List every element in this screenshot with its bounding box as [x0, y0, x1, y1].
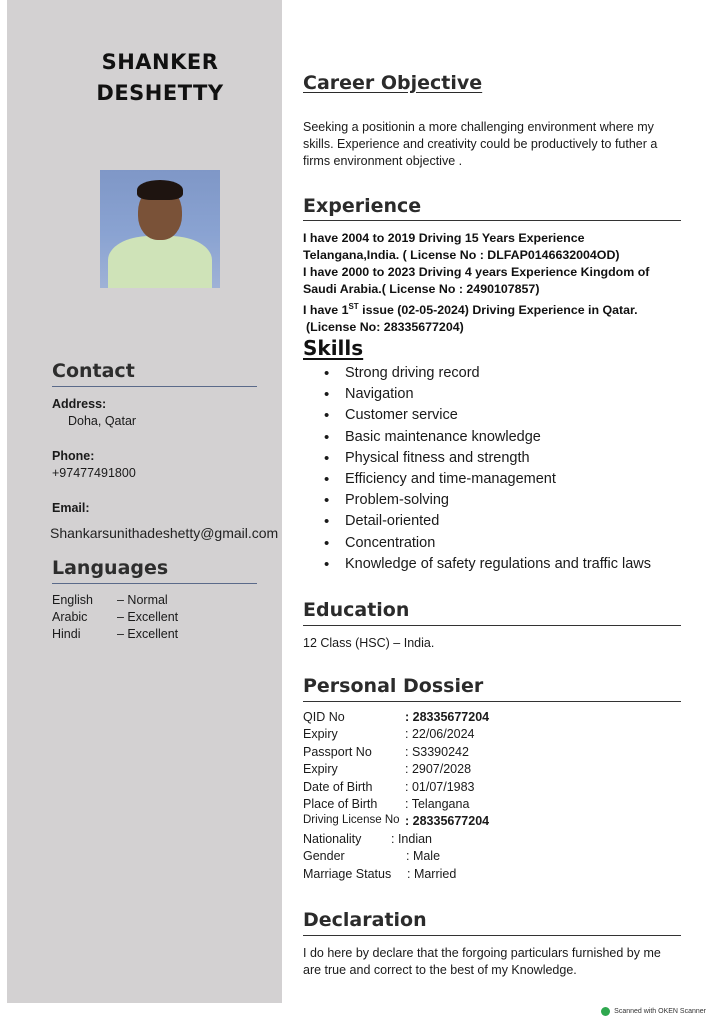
dossier-value: : Telangana — [405, 796, 470, 811]
dossier-key: Nationality — [303, 831, 362, 846]
dossier-key: Date of Birth — [303, 779, 373, 794]
dossier-key: Place of Birth — [303, 796, 378, 811]
experience-line: I have 2000 to 2023 Driving 4 years Experience Kingdom of — [303, 265, 650, 279]
personal-dossier-heading: Personal Dossier — [303, 675, 484, 697]
language-name: Hindi — [52, 627, 81, 641]
experience-text — [303, 230, 703, 336]
scanner-text: Scanned with OKEN Scanner — [614, 1008, 706, 1015]
skill-item: • Efficiency and time-management — [322, 469, 651, 490]
language-level: – Excellent — [117, 610, 179, 624]
declaration-heading: Declaration — [303, 909, 427, 931]
dossier-value: : Married — [407, 866, 457, 881]
experience-line: Telangana,India. ( License No : DLFAP0146632004OD) — [303, 248, 620, 262]
career-objective-heading: Career Objective — [303, 72, 483, 94]
email-value: Shankarsunithadeshetty@gmail.com — [50, 525, 279, 541]
skill-item: • Navigation — [322, 384, 651, 405]
dossier-key: Marriage Status — [303, 866, 392, 881]
dossier-key: Expiry — [303, 762, 338, 777]
dossier-value: : 28335677204 — [405, 710, 490, 724]
declaration-text: I do here by declare that the forgoing particulars furnished by me are true and correct to the best of my Knowledge. — [303, 946, 661, 977]
dossier-key: Passport No — [303, 744, 372, 759]
language-name: English — [52, 593, 93, 607]
dossier-key: Expiry — [303, 727, 338, 742]
experience-line: (License No: 28335677204) — [306, 320, 464, 335]
experience-divider — [303, 220, 681, 221]
experience-line: I have 1ST issue (02-05-2024) Driving Experience in Qatar. — [303, 302, 638, 318]
name-line-1: SHANKER — [101, 50, 219, 74]
scanner-watermark — [601, 1007, 706, 1016]
skill-item: • Customer service — [322, 405, 651, 426]
experience-line: Saudi Arabia.( License No : 2490107857) — [303, 282, 540, 296]
skill-item: • Strong driving record — [322, 363, 651, 384]
language-item — [52, 610, 179, 624]
skills-list — [322, 363, 651, 575]
skill-item: • Detail-oriented — [322, 511, 651, 532]
experience-line: I have 2004 to 2019 Driving 15 Years Experience — [303, 231, 585, 245]
skill-item: • Basic maintenance knowledge — [322, 427, 651, 448]
language-level: – Normal — [117, 593, 168, 607]
dossier-value: : Male — [406, 849, 441, 864]
dossier-key: Driving License No — [303, 814, 400, 827]
career-objective-text: Seeking a positionin a more challenging environment where my skills. Experience and creativity could be productively to futher a firms environment objective . — [303, 120, 658, 168]
dossier-value: : 2907/2028 — [405, 762, 472, 777]
skills-heading: Skills — [303, 336, 364, 360]
dossier-key: Gender — [303, 849, 345, 864]
declaration-divider — [303, 935, 681, 936]
sidebar — [7, 0, 282, 1003]
language-level: – Excellent — [117, 627, 179, 641]
education-divider — [303, 625, 681, 626]
contact-heading: Contact — [52, 360, 135, 382]
address-label: Address: — [52, 397, 107, 411]
email-label: Email: — [52, 501, 90, 515]
dossier-value: : S3390242 — [405, 744, 469, 759]
experience-heading: Experience — [303, 195, 422, 217]
education-heading: Education — [303, 599, 410, 621]
education-text: 12 Class (HSC) – India. — [303, 636, 435, 650]
skill-item: • Physical fitness and strength — [322, 448, 651, 469]
profile-photo — [100, 170, 220, 288]
skill-item: • Concentration — [322, 533, 651, 554]
dossier-value: : 28335677204 — [405, 814, 490, 829]
dossier-divider — [303, 701, 681, 702]
phone-label: Phone: — [52, 449, 95, 463]
phone-value: +97477491800 — [52, 466, 136, 480]
languages-divider — [52, 583, 257, 584]
skill-item: • Problem-solving — [322, 490, 651, 511]
dossier-value: : Indian — [391, 831, 433, 846]
contact-divider — [52, 386, 257, 387]
dossier-key: QID No — [303, 710, 345, 724]
candidate-name — [60, 47, 260, 109]
name-line-2: DESHETTY — [96, 81, 224, 105]
language-item — [52, 593, 168, 607]
address-value: Doha, Qatar — [68, 414, 137, 428]
skill-item: • Knowledge of safety regulations and traffic laws — [322, 554, 651, 575]
dossier-value: : 01/07/1983 — [405, 779, 475, 794]
language-name: Arabic — [52, 610, 88, 624]
language-item — [52, 627, 179, 641]
languages-heading: Languages — [52, 557, 169, 579]
dossier-value: : 22/06/2024 — [405, 727, 475, 742]
scanner-logo-icon — [601, 1007, 610, 1016]
